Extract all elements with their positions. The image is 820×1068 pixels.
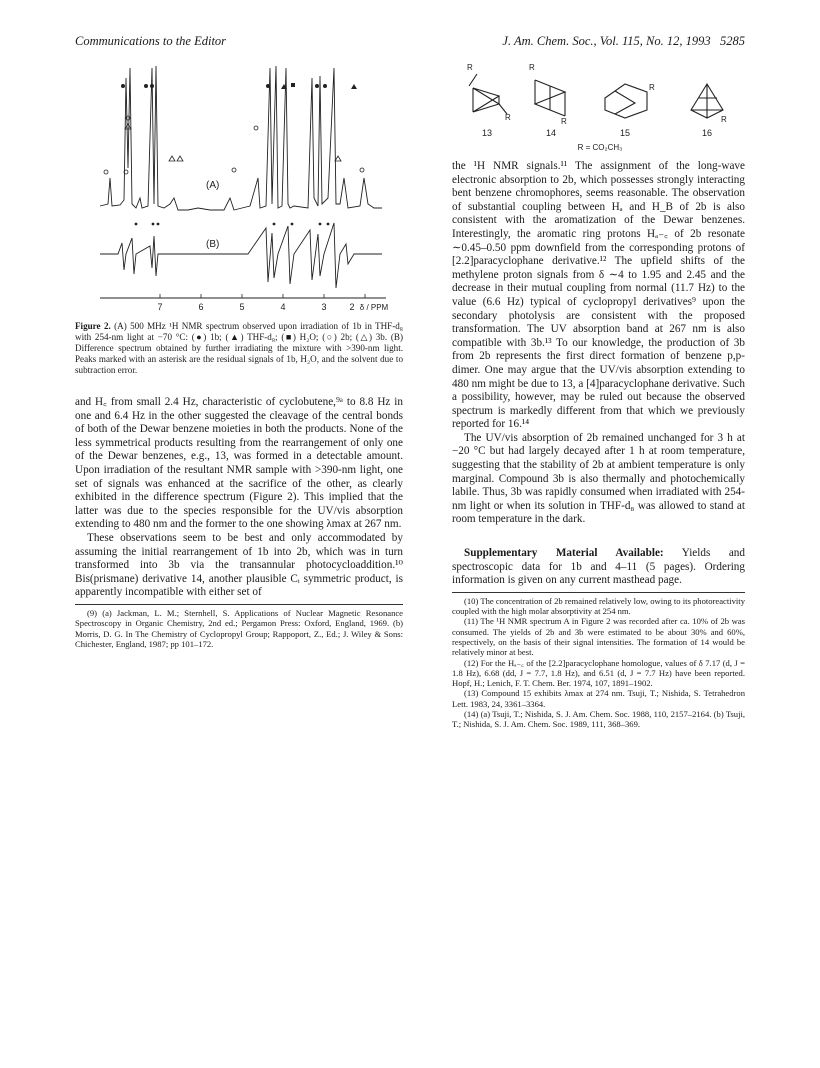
r-label: R [467,63,473,72]
axis-unit-label: δ / PPM [359,303,388,312]
running-header-section: Communications to the Editor [75,34,227,48]
marker-3b [169,156,175,161]
marker-1b [144,84,148,88]
footnote-10: (10) The concentration of 2b remained relatively low, owing to its photoreactivity coupled with the high molar absorptivity at 254 nm. [452,595,745,617]
spectrum-b-trace [100,223,382,288]
marker-3b [177,156,183,161]
compound-number: 14 [545,128,557,138]
tick-label: 2 [349,302,355,312]
asterisk-marker [273,223,276,226]
footnote-14: (14) (a) Tsuji, T.; Nishida, S. J. Am. Chem. Soc. 1988, 110, 2157–2164. (b) Tsuji, T.; Nishida, S. J. Am. Chem. Soc. 1989, 111, 368–369. [452,709,745,730]
asterisk-marker [135,223,138,226]
structure-drawings [455,58,745,158]
marker-1b [315,84,319,88]
r-definition: R = CO₂CH₃ [577,143,623,152]
supplementary-text: Yields and spectroscopic data for 1b and 4–11 (5 pages). Ordering information is given on any current masthead page. [452,547,745,587]
marker-1b [121,84,125,88]
tick-label: 5 [239,302,245,312]
footnote-divider [452,592,745,593]
spectrum-a-label: (A) [206,180,220,191]
figure-2-caption [75,321,403,376]
spectrum-b-label: (B) [206,239,220,250]
marker-3b [125,124,131,129]
asterisk-marker [157,223,160,226]
marker-2b [104,170,108,174]
footnote-11: (11) The ¹H NMR spectrum A in Figure 2 was recorded after ca. 10% of 2b was consumed. The yields of 2b and 3b were estimated to be about 30% and 60%, respectively, on the basis of their signal intensities. The formation of 14 would be relatively minor at best. [452,616,745,658]
left-column [75,321,403,649]
footnote-9: (9) (a) Jackman, L. M.; Sternhell, S. Applications of Nuclear Magnetic Resonance Spectroscopy in Organic Chemistry, 2nd ed.; Pergamon Press: Oxford, England, 1969. (b) Morris, D. G. In The Chemistry of Cyclopropyl Group; Rappoport, Z., Ed.; J. Wiley & Sons: Chichester, England, 1987; pp 101–172. [75,607,403,649]
footnote-12: (12) For the Hₐ₋꜀ of the [2.2]paracyclophane homologue, values of δ 7.17 (d, J = 1.8 Hz), 6.68 (dd, J = 7.7, 1.8 Hz), and 6.51 (d, J = 7.7 Hz) have been reported. Hopf, H.; Lenich, F. T. Chem. Ber. 1974, 107, 1891–1902. [452,657,745,689]
marker-2b [360,168,364,172]
marker-h2o [291,83,295,87]
spectrum-a-trace [100,66,382,210]
marker-2b [232,168,236,172]
page-number: 5285 [720,34,745,48]
r-label: R [529,63,535,72]
marker-1b [266,84,270,88]
structures-13-16 [455,58,745,158]
tick-label: 7 [157,302,163,312]
asterisk-marker [327,223,330,226]
figure-2-nmr-spectrum [98,58,388,313]
marker-1b [323,84,327,88]
compound-number: 16 [701,128,713,138]
marker-2b [254,126,258,130]
marker-3b [335,156,341,161]
compound-number: 15 [619,128,631,138]
right-paragraph-1: the ¹H NMR signals.¹¹ The assignment of the long-wave electronic absorption to 2b, which possesses strongly interacting bent benzene chromophores, seems reasonable. The observation of substantial coupling between Hₐ and H_B of 2b is also consistent with the aromatization of the Dewar benzenes. Interestingly, the aromatic ring protons Hₐ₋꜀ of 2b resonate ∼0.45–0.50 ppm downfield from the corresponding protons of [2.2]paracyclophane derivative.¹² The upfield shifts of the methylene proton signals from δ ∼4 to 1.95 and 2.45 and the decrease in their mutual coupling from normal (11.7 Hz) to the value (6.6 Hz) typical of cyclopropyl derivatives⁹ upon the secondary photolysis are consistent with the proposed transformation. The UV absorption band at 267 nm is also compatible with 3b.¹³ To our knowledge, the production of 3b from 2b represents the first direct formation of benzene p,p-dimer. One may argue that the UV/vis absorption extending to 480 nm might be due to 13, a [4]paracyclophane derivative. Such a possibility, however, may be ruled out because the observed spectrum is markedly different from that which we previously reported for 16.¹⁴ [452,160,745,431]
tick-label: 3 [321,302,327,312]
tick-label: 6 [198,302,204,312]
supplementary-title: Supplementary Material Available: [464,547,664,560]
journal-citation: J. Am. Chem. Soc., Vol. 115, No. 12, 1993 [502,34,711,48]
asterisk-marker [152,223,155,226]
r-label: R [649,83,655,92]
marker-thf [351,84,357,89]
left-paragraph-1: and H꜀ from small 2.4 Hz, characteristic of cyclobutene,⁹ᵃ to 8.8 Hz in one and 6.4 Hz in the other suggested the cleavage of the central bonds of both of the Dewar benzene moieties in both the products. None of the less symmetrical products resulting from the rearrangement of only one of the Dewar benzenes, e.g., 13, was formed in a detectable amount. Upon irradiation of the resultant NMR sample with >390-nm light, one set of signals was enhanced at the sacrifice of the other, as clearly exhibited in the difference spectrum (Figure 2). This implied that the latter was due to the species responsible for the UV/vis absorption extending to 480 nm and the former to the one showing λmax at 267 nm. [75,396,403,531]
marker-1b [150,84,154,88]
caption-label: Figure 2. [75,321,111,331]
nmr-spectrum-plot [98,58,388,313]
running-header-journal [455,34,745,49]
left-paragraph-2: These observations seem to be best and only accommodated by assuming the initial rearrangement of 1b into 2b, which was in turn transformed into 3b via the transannular photocycloaddition.¹⁰ Bis(prismane) derivative 14, another plausible Cᵢ symmetric product, is apparently incompatible with either set of [75,531,403,599]
tick-label: 4 [280,302,286,312]
supplementary-material [452,547,745,588]
footnote-13: (13) Compound 15 exhibits λmax at 274 nm. Tsuji, T.; Nishida, S. Tetrahedron Lett. 1983, 24, 3361–3364. [452,688,745,709]
r-label: R [505,113,511,122]
asterisk-marker [319,223,322,226]
compound-number: 13 [481,128,493,138]
right-column [452,160,745,730]
asterisk-marker [291,223,294,226]
caption-text: (A) 500 MHz ¹H NMR spectrum observed upon irradiation of 1b in THF-d₈ with 254-nm light at −70 °C: (●) 1b; (▲) THF-d₈; (■) H₂O; (○) 2b; (△) 3b. (B) Difference spectrum obtained by further irradiating the mixture with >390-nm light. Peaks marked with an asterisk are the residual signals of 1b, H₂O, and the solvent due to subtraction error. [75,321,403,375]
r-label: R [721,115,727,124]
footnote-divider [75,604,403,605]
r-label: R [561,117,567,126]
right-paragraph-2: The UV/vis absorption of 2b remained unchanged for 3 h at −20 °C but had largely decayed after 1 h at room temperature, suggesting that the stability of 2b at ambient temperature is only marginal. Compound 3b is also thermally and photochemically labile. Thus, 3b was rapidly consumed when irradiated with 254-nm light or when its solution in THF-d₈ was allowed to stand at room temperature in the dark. [452,431,745,526]
